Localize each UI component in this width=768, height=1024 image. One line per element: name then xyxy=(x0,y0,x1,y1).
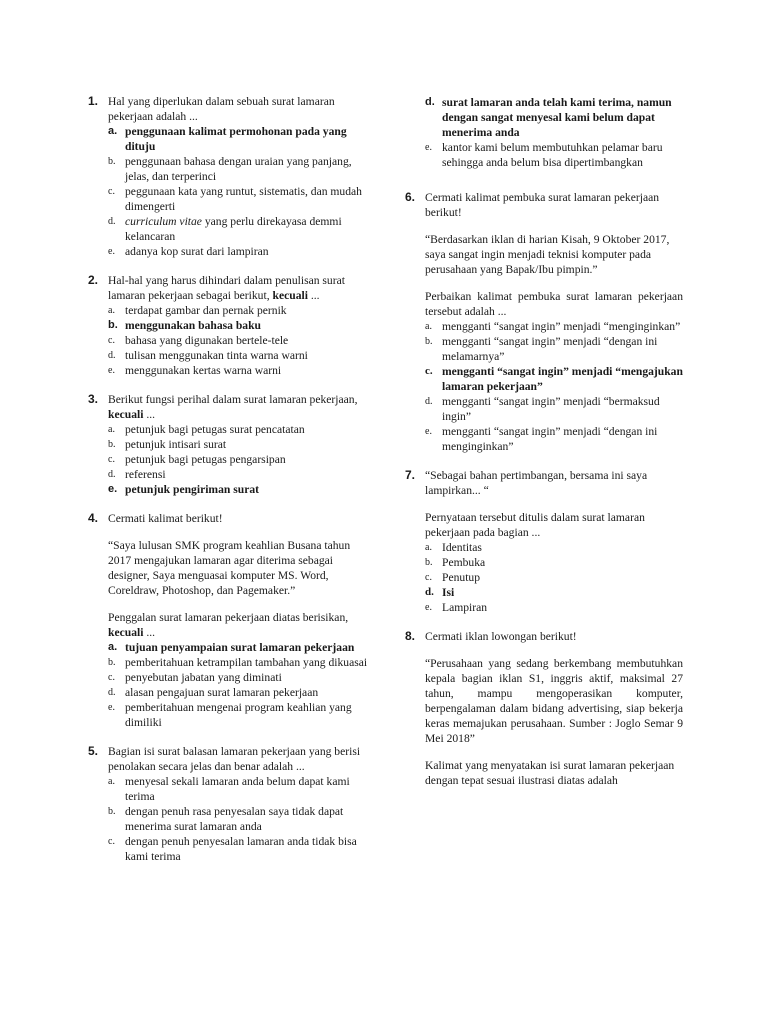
option-d[interactable] xyxy=(108,348,370,363)
question-2 xyxy=(88,273,370,378)
option-text: menyesal sekali lamaran anda belum dapat kami terima xyxy=(125,775,350,803)
option-letter: e. xyxy=(108,483,118,495)
option-letter: b. xyxy=(425,557,433,568)
option-letter: a. xyxy=(108,776,115,787)
options-list xyxy=(425,319,683,454)
option-letter: c. xyxy=(108,672,115,683)
option-text: penggunaan bahasa dengan uraian yang panjang, jelas, dan terperinci xyxy=(125,155,352,183)
question-text-emphasis: kecuali xyxy=(272,289,308,302)
option-e[interactable] xyxy=(425,140,683,170)
option-text: tujuan penyampaian surat lamaran pekerjaan xyxy=(125,641,355,654)
options-list xyxy=(108,124,370,259)
option-text: penggunaan kalimat permohonan pada yang dituju xyxy=(125,125,347,153)
question-8 xyxy=(405,629,683,788)
left-column xyxy=(88,94,370,878)
option-letter: c. xyxy=(108,186,115,197)
option-letter: c. xyxy=(425,572,432,583)
option-text: terdapat gambar dan pernak pernik xyxy=(125,304,287,317)
option-letter: a. xyxy=(425,321,432,332)
question-6 xyxy=(405,190,683,454)
options-list xyxy=(108,774,370,864)
question-7 xyxy=(405,468,683,615)
option-letter: d. xyxy=(425,586,434,598)
question-text-end: ... xyxy=(307,289,320,302)
option-text: petunjuk intisari surat xyxy=(125,438,227,451)
question-5-continued xyxy=(405,95,683,170)
question-prompt: Kalimat yang menyatakan isi surat lamaran pekerjaan dengan tepat sesuai ilustrasi diatas adalah xyxy=(425,759,675,787)
question-text: Cermati iklan lowongan berikut! xyxy=(425,630,577,643)
question-number: 7. xyxy=(405,468,416,482)
question-text: Cermati kalimat berikut! xyxy=(108,512,223,525)
option-c[interactable] xyxy=(108,670,370,685)
question-text-main: Berikut fungsi perihal dalam surat lamaran pekerjaan, xyxy=(108,393,358,406)
question-number: 1. xyxy=(88,94,99,108)
right-column xyxy=(405,95,683,802)
prompt-text: Penggalan surat lamaran pekerjaan diatas berisikan, xyxy=(108,611,349,624)
option-b[interactable] xyxy=(425,555,683,570)
option-d[interactable] xyxy=(108,214,370,244)
option-text: mengganti “sangat ingin” menjadi “dengan ini melamarnya” xyxy=(442,335,658,363)
option-b[interactable] xyxy=(108,655,370,670)
question-3 xyxy=(88,392,370,497)
option-e[interactable] xyxy=(108,244,370,259)
option-letter: e. xyxy=(108,246,115,257)
option-letter: e. xyxy=(425,142,432,153)
options-list xyxy=(108,303,370,378)
question-prompt: Perbaikan kalimat pembuka surat lamaran pekerjaan tersebut adalah ... xyxy=(425,290,683,318)
option-b[interactable] xyxy=(108,318,370,333)
option-text: Identitas xyxy=(442,541,482,554)
option-letter: a. xyxy=(108,125,118,137)
option-d[interactable] xyxy=(108,685,370,700)
option-text: kantor kami belum membutuhkan pelamar baru sehingga anda belum bisa dipertimbangkan xyxy=(442,141,663,169)
option-letter: c. xyxy=(108,335,115,346)
option-letter: c. xyxy=(108,836,115,847)
option-text: surat lamaran anda telah kami terima, namun dengan sangat menyesal kami belum dapat menerima anda xyxy=(442,96,672,139)
option-letter: b. xyxy=(108,657,116,668)
option-a[interactable] xyxy=(425,319,683,334)
option-text: menggunakan kertas warna warni xyxy=(125,364,282,377)
option-text: mengganti “sangat ingin” menjadi “dengan ini menginginkan” xyxy=(442,425,658,453)
option-text: tulisan menggunakan tinta warna warni xyxy=(125,349,308,362)
question-5 xyxy=(88,744,370,864)
option-letter: b. xyxy=(425,336,433,347)
option-letter: b. xyxy=(108,319,118,331)
option-text: mengganti “sangat ingin” menjadi “bermaksud ingin” xyxy=(442,395,660,423)
option-text: Lampiran xyxy=(442,601,488,614)
option-letter: c. xyxy=(108,454,115,465)
option-e[interactable] xyxy=(425,600,683,615)
option-letter: e. xyxy=(108,702,115,713)
option-letter: d. xyxy=(425,96,435,108)
option-text: menggunakan bahasa baku xyxy=(125,319,261,332)
option-c[interactable] xyxy=(108,452,370,467)
question-text-emphasis: kecuali xyxy=(108,408,144,421)
quote-passage: “Saya lulusan SMK program keahlian Busana tahun 2017 mengajukan lamaran agar diterima sebagai designer, Saya menguasai komputer MS. Word, Coreldraw, Photoshop, dan Pagemaker.” xyxy=(108,539,351,597)
question-text: Hal yang diperlukan dalam sebuah surat lamaran pekerjaan adalah ... xyxy=(108,95,335,123)
option-d[interactable] xyxy=(425,394,683,424)
options-list xyxy=(425,95,683,170)
question-number: 2. xyxy=(88,273,99,287)
option-e[interactable] xyxy=(425,424,683,454)
quote-passage: “Berdasarkan iklan di harian Kisah, 9 Oktober 2017, saya sangat ingin menjadi teknisi komputer pada perusahaan yang Bapak/Ibu pimpin.” xyxy=(425,233,670,276)
option-text: petunjuk bagi petugas surat pencatatan xyxy=(125,423,305,436)
option-text: bahasa yang digunakan bertele-tele xyxy=(125,334,289,347)
option-a[interactable] xyxy=(108,124,370,154)
option-c[interactable] xyxy=(108,834,370,864)
option-letter: b. xyxy=(108,156,116,167)
option-a[interactable] xyxy=(108,422,370,437)
option-text: adanya kop surat dari lampiran xyxy=(125,245,269,258)
option-letter: d. xyxy=(108,216,116,227)
option-letter: a. xyxy=(108,424,115,435)
options-list xyxy=(108,422,370,497)
option-text: penyebutan jabatan yang diminati xyxy=(125,671,282,684)
option-text: mengganti “sangat ingin” menjadi “menginginkan” xyxy=(442,320,681,333)
option-letter: a. xyxy=(108,305,115,316)
option-c[interactable] xyxy=(108,333,370,348)
option-letter: c. xyxy=(425,365,433,377)
option-e[interactable] xyxy=(108,363,370,378)
option-text: Penutup xyxy=(442,571,481,584)
option-text: pemberitahuan mengenai program keahlian yang dimiliki xyxy=(125,701,352,729)
option-b[interactable] xyxy=(425,334,683,364)
option-text: yang perlu direkayasa demmi kelancaran xyxy=(125,215,342,243)
question-text-main: Hal-hal yang harus dihindari dalam penulisan surat lamaran pekerjaan sebagai berikut, xyxy=(108,274,345,302)
option-letter: e. xyxy=(425,602,432,613)
option-b[interactable] xyxy=(108,804,370,834)
question-text: “Sebagai bahan pertimbangan, bersama ini saya lampirkan... “ xyxy=(425,469,648,497)
question-prompt xyxy=(108,610,370,640)
option-c[interactable] xyxy=(425,570,683,585)
option-c[interactable] xyxy=(108,184,370,214)
option-text: petunjuk pengiriman surat xyxy=(125,483,259,496)
option-e[interactable] xyxy=(108,700,370,730)
option-letter: b. xyxy=(108,806,116,817)
option-letter: d. xyxy=(108,469,116,480)
question-4 xyxy=(88,511,370,730)
quote-passage: “Perusahaan yang sedang berkembang membutuhkan kepala bagian iklan S1, inggris aktif, maksimal 27 tahun, mampu mengoperasikan komputer, berpengalaman dalam bidang advertising, siap bekerja keras memajukan perusahaan. Sumber : Joglo Semar 9 Mei 2018” xyxy=(425,657,683,745)
option-a[interactable] xyxy=(108,303,370,318)
prompt-emphasis: kecuali xyxy=(108,626,144,639)
option-text: referensi xyxy=(125,468,166,481)
option-b[interactable] xyxy=(108,437,370,452)
option-d[interactable] xyxy=(425,95,683,140)
question-text: Cermati kalimat pembuka surat lamaran pekerjaan berikut! xyxy=(425,191,660,219)
option-c[interactable] xyxy=(425,364,683,394)
option-text: Pembuka xyxy=(442,556,486,569)
options-list xyxy=(108,640,370,730)
option-text: pemberitahuan ketrampilan tambahan yang dikuasai xyxy=(125,656,368,669)
option-letter: e. xyxy=(425,426,432,437)
option-text: petunjuk bagi petugas pengarsipan xyxy=(125,453,286,466)
option-letter: d. xyxy=(108,350,116,361)
option-letter: e. xyxy=(108,365,115,376)
option-text: peggunaan kata yang runtut, sistematis, dan mudah dimengerti xyxy=(125,185,362,213)
option-letter: b. xyxy=(108,439,116,450)
option-text: dengan penuh penyesalan lamaran anda tidak bisa kami terima xyxy=(125,835,357,863)
question-number: 3. xyxy=(88,392,99,406)
question-number: 5. xyxy=(88,744,99,758)
option-text-italic: curriculum vitae xyxy=(125,215,202,228)
option-a[interactable] xyxy=(425,540,683,555)
option-e[interactable] xyxy=(108,482,370,497)
prompt-end: ... xyxy=(143,626,156,639)
option-text: alasan pengajuan surat lamaran pekerjaan xyxy=(125,686,319,699)
question-text: Bagian isi surat balasan lamaran pekerjaan yang berisi penolakan secara jelas dan benar adalah ... xyxy=(108,745,361,773)
option-b[interactable] xyxy=(108,154,370,184)
option-a[interactable] xyxy=(108,640,370,655)
option-letter: d. xyxy=(425,396,433,407)
question-prompt: Pernyataan tersebut ditulis dalam surat lamaran pekerjaan pada bagian ... xyxy=(425,511,645,539)
option-d[interactable] xyxy=(425,585,683,600)
question-number: 4. xyxy=(88,511,99,525)
question-text xyxy=(108,273,370,303)
question-text-end: ... xyxy=(143,408,156,421)
options-list xyxy=(425,540,683,615)
option-text: Isi xyxy=(442,586,455,599)
question-text xyxy=(108,392,370,422)
option-text: mengganti “sangat ingin” menjadi “mengajukan lamaran pekerjaan” xyxy=(442,365,683,393)
question-1 xyxy=(88,94,370,259)
option-letter: a. xyxy=(108,641,118,653)
question-number: 6. xyxy=(405,190,416,204)
option-letter: a. xyxy=(425,542,432,553)
question-number: 8. xyxy=(405,629,416,643)
option-a[interactable] xyxy=(108,774,370,804)
option-letter: d. xyxy=(108,687,116,698)
option-d[interactable] xyxy=(108,467,370,482)
option-text: dengan penuh rasa penyesalan saya tidak dapat menerima surat lamaran anda xyxy=(125,805,344,833)
